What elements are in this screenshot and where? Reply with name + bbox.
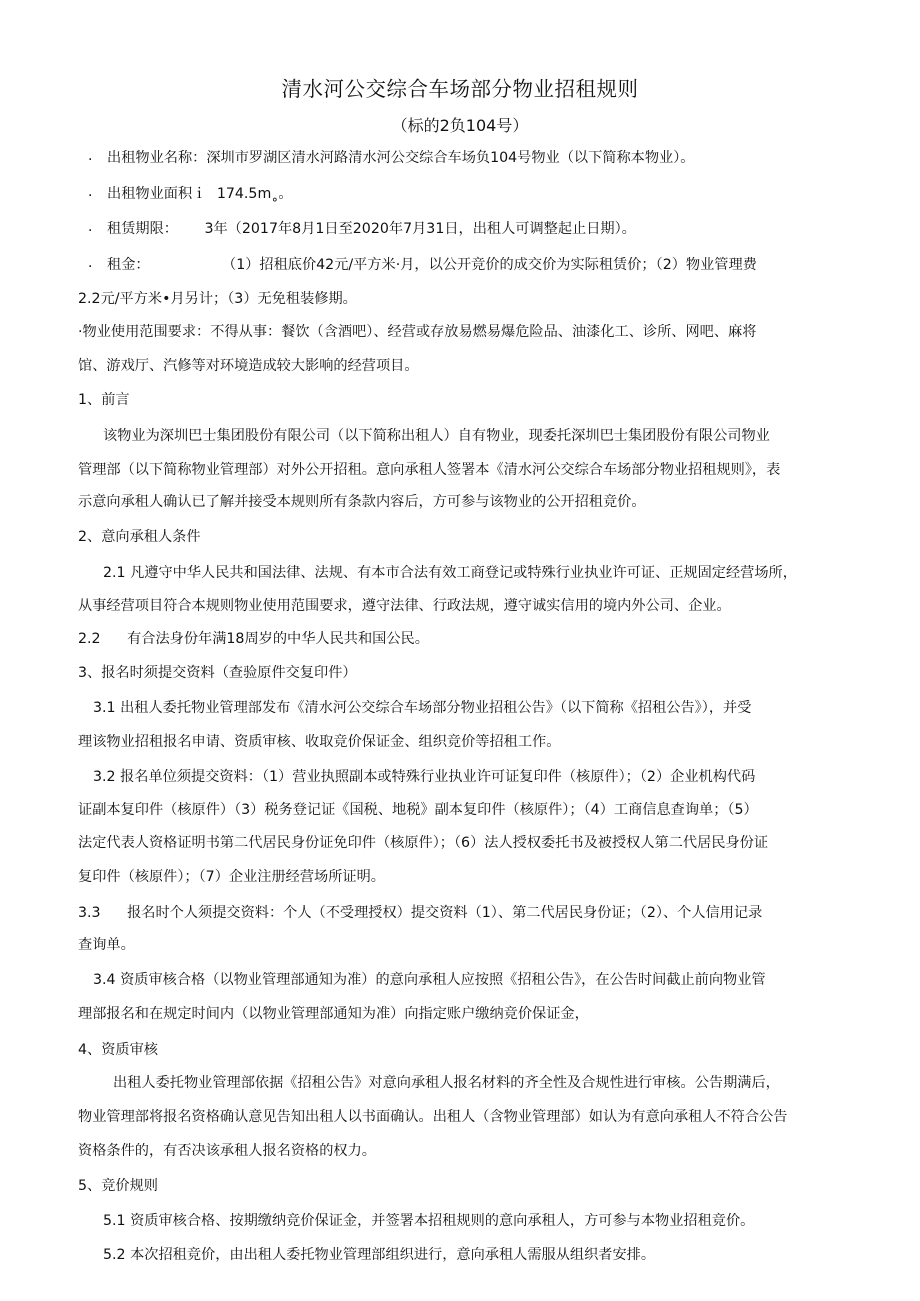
paragraph-line: 出租人委托物业管理部依据《招租公告》对意向承租人报名材料的齐全性及合规性进行审核。公告期满后， <box>113 1075 780 1091</box>
paragraph-line: 该物业为深圳巴士集团股份有限公司（以下简称出租人）自有物业，现委托深圳巴士集团股份有限公司物业 <box>103 428 770 444</box>
document-title: 清水河公交综合车场部分物业招租规则 <box>281 77 639 101</box>
paragraph-line: 资格条件的，有否决该承租人报名资格的权力。 <box>78 1143 376 1159</box>
paragraph-line: 管理部（以下简称物业管理部）对外公开招租。意向承租人签署本《清水河公交综合车场部分物业招租规则》，表 <box>78 462 781 478</box>
clause-3-3 <box>78 903 762 923</box>
bullet-label: 出租物业名称： <box>107 150 207 166</box>
paragraph-line: 理部报名和在规定时间内（以物业管理部通知为准）向指定账户缴纳竞价保证金， <box>78 1006 589 1022</box>
clause-text: 有合法身份年满18周岁的中华人民共和国公民。 <box>127 631 429 647</box>
bullet-item-rent <box>107 255 825 275</box>
paragraph-line: 查询单。 <box>78 937 135 953</box>
bullet-text: 174.5m˳。 <box>216 186 293 202</box>
bullet-label: 出租物业面积ｉ <box>107 186 207 202</box>
bullet-marker: · <box>88 259 93 275</box>
paragraph-line: 物业管理部将报名资格确认意见告知出租人以书面确认。出租人（含物业管理部）如认为有意向承租人不符合公告 <box>78 1109 788 1125</box>
paragraph-line: 5.1 资质审核合格、按期缴纳竞价保证金，并签署本招租规则的意向承租人，方可参与本物业招租竞价。 <box>103 1213 755 1229</box>
bullet-text: 深圳市罗湖区清水河路清水河公交综合车场负104号物业（以下简称本物业）。 <box>206 150 695 166</box>
clause-2-2 <box>78 629 429 649</box>
paragraph-line: 法定代表人资格证明书第二代居民身份证免印件（核原件）；（6）法人授权委托书及被授权人第二代居民身份证 <box>78 835 769 851</box>
section-heading-conditions: 2、意向承租人条件 <box>78 529 201 545</box>
paragraph-line: 3.2 报名单位须提交资料：（1）营业执照副本或特殊行业执业许可证复印件（核原件）；（2）企业机构代码 <box>93 769 756 785</box>
paragraph-line: 5.2 本次招租竞价，由出租人委托物业管理部组织进行，意向承租人需服从组织者安排。 <box>103 1247 656 1263</box>
bullet-item-area <box>107 184 293 204</box>
paragraph-line: 复印件（核原件）；（7）企业注册经营场所证明。 <box>78 869 385 885</box>
bullet-marker: · <box>88 188 93 204</box>
usage-requirement-line: ·物业使用范围要求：不得从事：餐饮（含酒吧）、经营或存放易燃易爆危险品、油漆化工、诊所、网吧、麻将 <box>78 324 757 340</box>
paragraph-line: 3.1 出租人委托物业管理部发布《清水河公交综合车场部分物业招租公告》（以下简称《招租公告》），并受 <box>93 700 752 716</box>
bullet-item-property-name <box>107 148 695 168</box>
section-heading-review: 4、资质审核 <box>78 1042 158 1058</box>
section-heading-materials: 3、报名时须提交资料（查验原件交复印件） <box>78 665 357 681</box>
usage-requirement-line: 馆、游戏厅、汽修等对环境造成较大影响的经营项目。 <box>78 358 419 374</box>
paragraph-line: 证副本复印件（核原件）（3）税务登记证《国税、地税》副本复印件（核原件）；（4）工商信息查询单；（5） <box>78 802 758 818</box>
bullet-marker: · <box>88 152 93 168</box>
section-heading-bidding: 5、竞价规则 <box>78 1178 158 1194</box>
paragraph-line: 从事经营项目符合本规则物业使用范围要求，遵守法律、行政法规，遵守诚实信用的境内外公司、企业。 <box>78 598 731 614</box>
clause-text: 报名时个人须提交资料：个人（不受理授权）提交资料（1）、第二代居民身份证；（2）、个人信用记录 <box>127 905 763 921</box>
section-heading-preface: 1、前言 <box>78 392 130 408</box>
bullet-text: （1）招租底价42元/平方米·月，以公开竞价的成交价为实际租赁价；（2）物业管理费 <box>222 257 757 273</box>
rent-continuation: 2.2元/平方米•月另计；（3）无免租装修期。 <box>78 291 357 307</box>
paragraph-line: 3.4 资质审核合格（以物业管理部通知为准）的意向承租人应按照《招租公告》，在公告时间截止前向物业管 <box>93 972 766 988</box>
document-subtitle: （标的2负104号） <box>391 116 529 135</box>
paragraph-line: 示意向承租人确认已了解并接受本规则所有条款内容后，方可参与该物业的公开招租竞价。 <box>78 494 646 510</box>
paragraph-line: 2.1 凡遵守中华人民共和国法律、法规、有本市合法有效工商登记或特殊行业执业许可证、正规固定经营场所， <box>103 565 797 581</box>
bullet-text: 3年（2017年8月1日至2020年7月31日，出租人可调整起止日期）。 <box>204 221 636 237</box>
clause-number: 3.3 <box>78 905 101 921</box>
bullet-label: 租赁期限： <box>107 221 178 237</box>
bullet-label: 租金： <box>107 257 150 273</box>
bullet-item-term <box>107 219 636 239</box>
paragraph-line: 理该物业招租报名申请、资质审核、收取竞价保证金、组织竞价等招租工作。 <box>78 734 561 750</box>
clause-number: 2.2 <box>78 631 101 647</box>
bullet-marker: · <box>88 223 93 239</box>
